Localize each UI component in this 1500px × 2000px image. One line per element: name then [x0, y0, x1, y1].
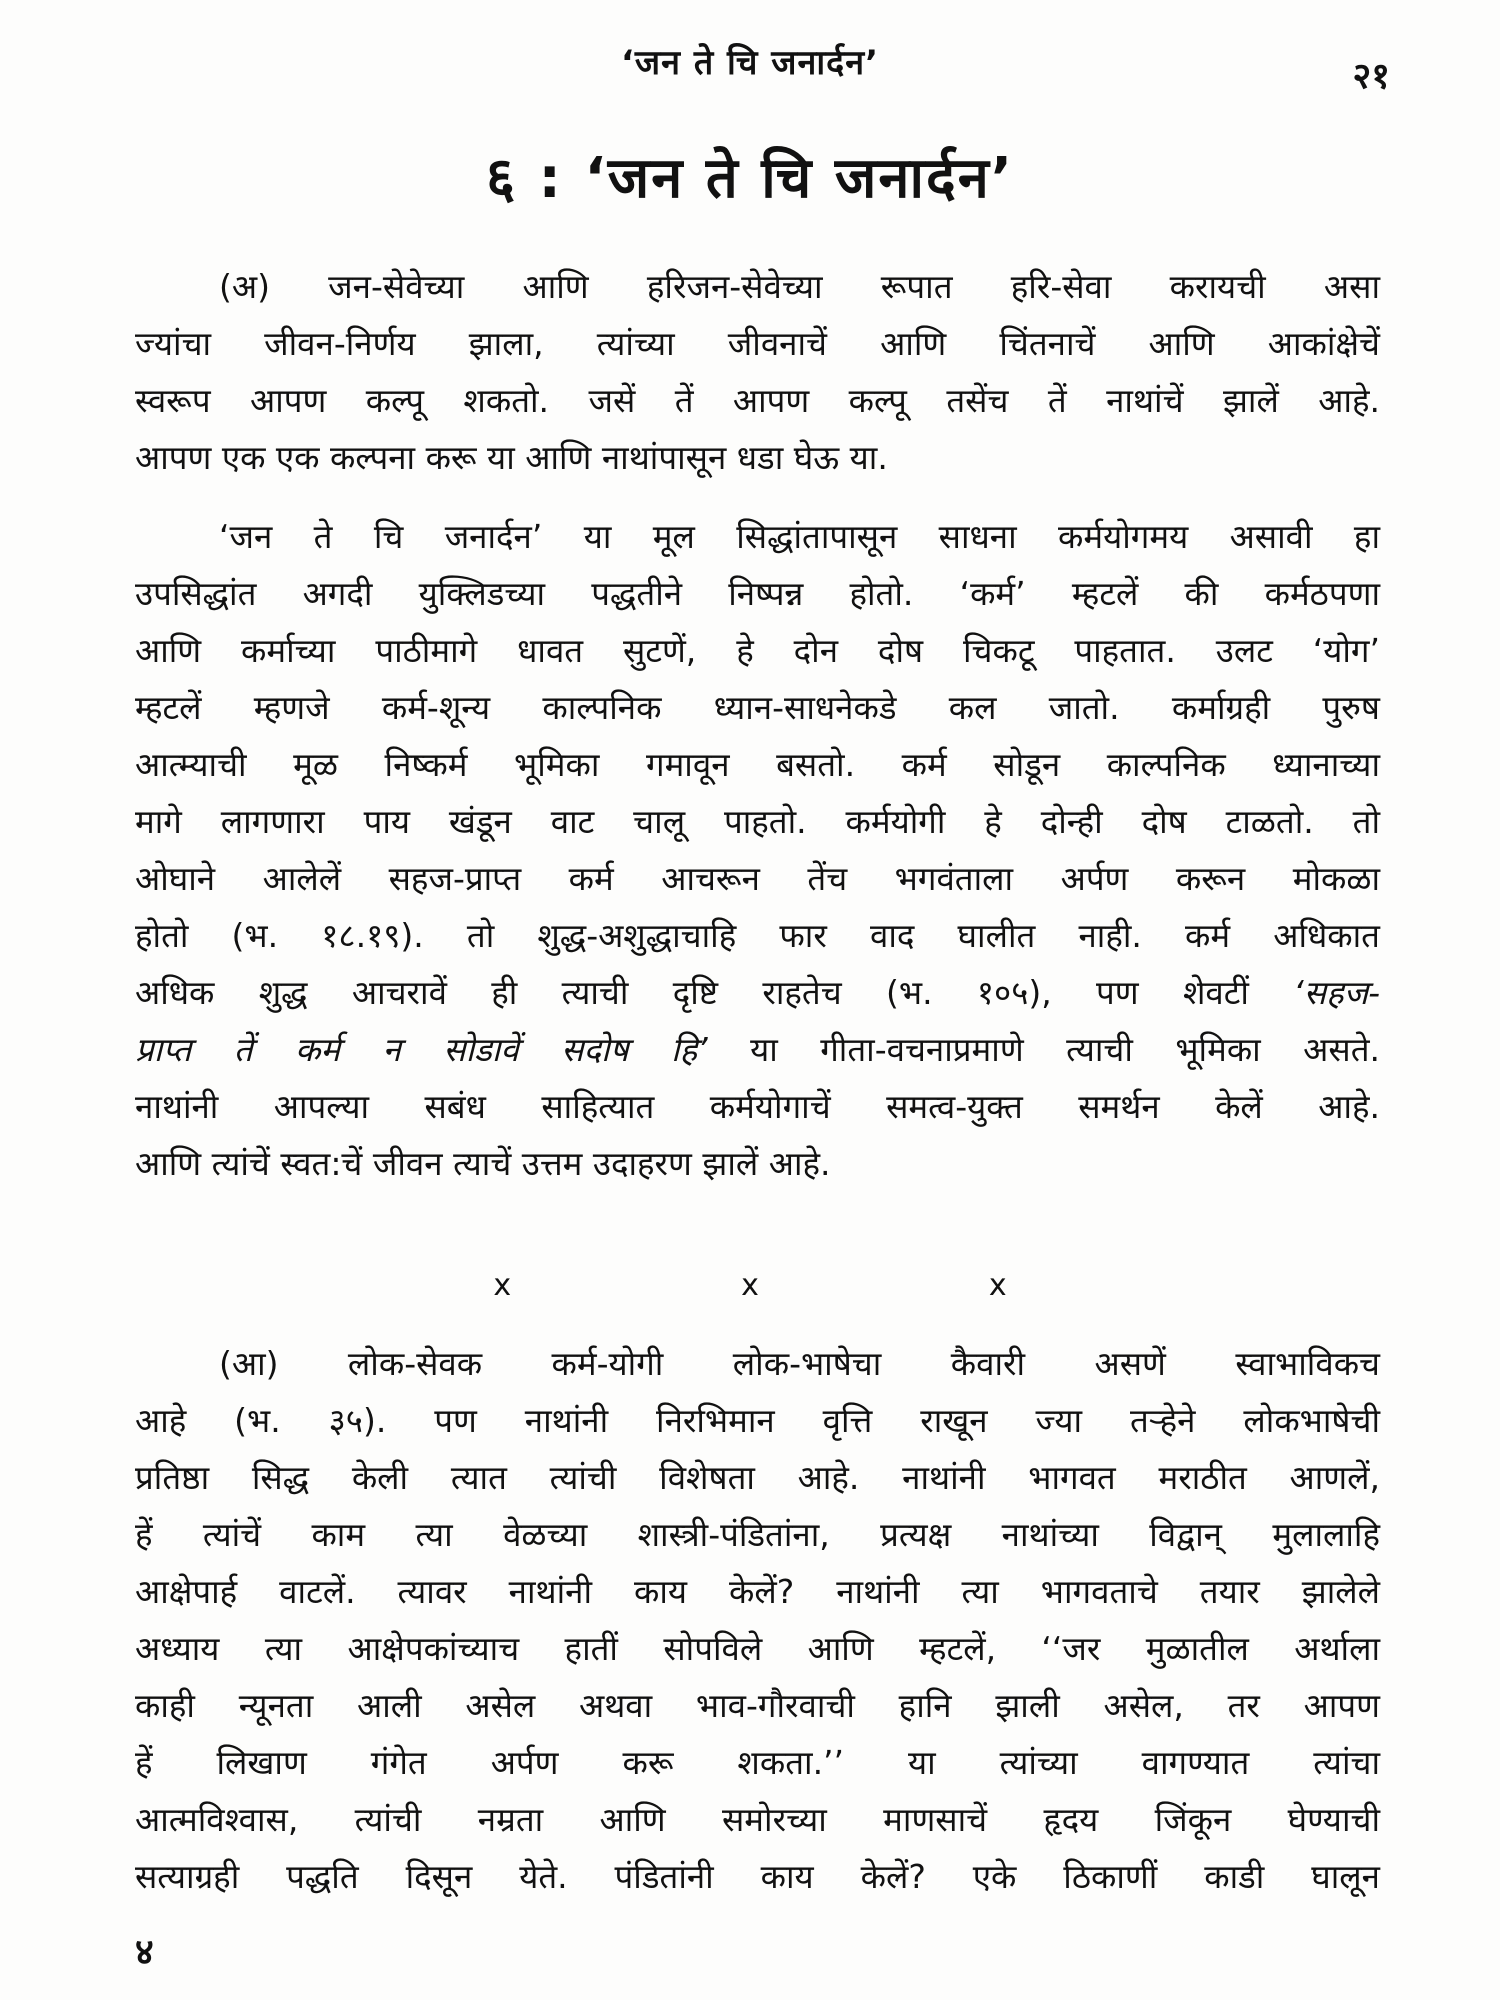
- paragraph-line: हें लिखाण गंगेत अर्पण करू शकता.’’ या त्यांच्या वागण्यात त्यांचा: [135, 1743, 1380, 1782]
- paragraph-line: (आ) लोक-सेवक कर्म-योगी लोक-भाषेचा कैवारी असणें स्वाभाविकच: [219, 1344, 1380, 1383]
- paragraph-line: आहे (भ. ३५). पण नाथांनी निरभिमान वृत्ति राखून ज्या तऱ्हेने लोकभाषेची: [135, 1401, 1380, 1440]
- paragraph-line-with-quote-end: [135, 1021, 1380, 1078]
- gita-quote-part-2: प्राप्त तें कर्म न सोडावें सदोष हि’: [135, 1030, 708, 1069]
- paragraph-line: (अ) जन-सेवेच्या आणि हरिजन-सेवेच्या रूपात हरि-सेवा करायची असा: [219, 267, 1380, 306]
- paragraph-line: आत्म्याची मूळ निष्कर्म भूमिका गमावून बसतो. कर्म सोडून काल्पनिक ध्यानाच्या: [135, 745, 1380, 784]
- paragraph-line: होतो (भ. १८.१९). तो शुद्ध-अशुद्धाचाहि फार वाद घालीत नाही. कर्म अधिकात: [135, 916, 1380, 955]
- paragraph-line: आपण एक एक कल्पना करू या आणि नाथांपासून धडा घेऊ या.: [135, 438, 888, 477]
- paragraph-line: उपसिद्धांत अगदी युक्लिडच्या पद्धतीने निष्पन्न होतो. ‘कर्म’ म्हटलें की कर्मठपणा: [135, 574, 1380, 613]
- paragraph-line: हें त्यांचें काम त्या वेळच्या शास्त्री-पंडितांना, प्रत्यक्ष नाथांच्या विद्वान् मुलालाहि: [135, 1515, 1380, 1554]
- page-number-top: २१: [1352, 56, 1390, 97]
- paragraph-line: ज्यांचा जीवन-निर्णय झाला, त्यांच्या जीवनाचें आणि चिंतनाचें आणि आकांक्षेचें: [135, 324, 1380, 363]
- paragraph-line: प्रतिष्ठा सिद्ध केली त्यात त्यांची विशेषता आहे. नाथांनी भागवत मराठीत आणलें,: [135, 1458, 1380, 1497]
- paragraph-aa-lokbhasha: [135, 1335, 1380, 1905]
- paragraph-line: आणि कर्माच्या पाठीमागे धावत सुटणें, हे दोन दोष चिकटू पाहतात. उलट ‘योग’: [135, 631, 1380, 670]
- separator-mark: x: [741, 1268, 759, 1303]
- paragraph-text: अधिक शुद्ध आचरावें ही त्याची दृष्टि राहतेच (भ. १०५), पण शेवटीं: [135, 973, 1249, 1012]
- paragraph-line: स्वरूप आपण कल्पू शकतो. जसें तें आपण कल्पू तसेंच तें नाथांचें झालें आहे.: [135, 381, 1380, 420]
- paragraph-text: या गीता-वचनाप्रमाणे त्याची भूमिका असते.: [750, 1030, 1380, 1069]
- paragraph-line: ओघाने आलेलें सहज-प्राप्त कर्म आचरून तेंच भगवंताला अर्पण करून मोकळा: [135, 859, 1380, 898]
- gita-quote-part-1: ‘सहज-: [1293, 973, 1380, 1012]
- chapter-title: ६ : ‘जन ते चि जनार्दन’: [485, 146, 1015, 211]
- paragraph-karmayoga: [135, 508, 1380, 1192]
- paragraph-line: सत्याग्रही पद्धति दिसून येते. पंडितांनी काय केलें? एके ठिकाणीं काडी घालून: [135, 1857, 1380, 1896]
- paragraph-line: मागे लागणारा पाय खंडून वाट चालू पाहतो. कर्मयोगी हे दोन्ही दोष टाळतो. तो: [135, 802, 1380, 841]
- section-separator: [0, 1268, 1500, 1303]
- paragraph-line: आत्मविश्वास, त्यांची नम्रता आणि समोरच्या माणसाचें हृदय जिंकून घेण्याची: [135, 1800, 1380, 1839]
- paragraph-line: अध्याय त्या आक्षेपकांच्याच हातीं सोपविले आणि म्हटलें, ‘‘जर मुळातील अर्थाला: [135, 1629, 1380, 1668]
- paragraph-line: आक्षेपार्ह वाटलें. त्यावर नाथांनी काय केलें? नाथांनी त्या भागवताचे तयार झालेले: [135, 1572, 1380, 1611]
- paragraph-line: नाथांनी आपल्या सबंध साहित्यात कर्मयोगाचें समत्व-युक्त समर्थन केलें आहे.: [135, 1087, 1380, 1126]
- paragraph-line-with-quote-start: [135, 964, 1380, 1021]
- page-number-bottom: ४: [135, 1932, 154, 1973]
- paragraph-line: ‘जन ते चि जनार्दन’ या मूल सिद्धांतापासून साधना कर्मयोगमय असावी हा: [219, 517, 1380, 556]
- running-head-title: ‘जन ते चि जनार्दन’: [620, 43, 880, 83]
- paragraph-line: आणि त्यांचें स्वत:चें जीवन त्याचें उत्तम उदाहरण झालें आहे.: [135, 1144, 831, 1183]
- paragraph-line: म्हटलें म्हणजे कर्म-शून्य काल्पनिक ध्यान-साधनेकडे कल जातो. कर्माग्रही पुरुष: [135, 688, 1380, 727]
- paragraph-line: काही न्यूनता आली असेल अथवा भाव-गौरवाची हानि झाली असेल, तर आपण: [135, 1686, 1380, 1725]
- separator-mark: x: [988, 1268, 1007, 1303]
- paragraph-a-intro: [135, 258, 1380, 486]
- separator-mark: x: [493, 1268, 512, 1303]
